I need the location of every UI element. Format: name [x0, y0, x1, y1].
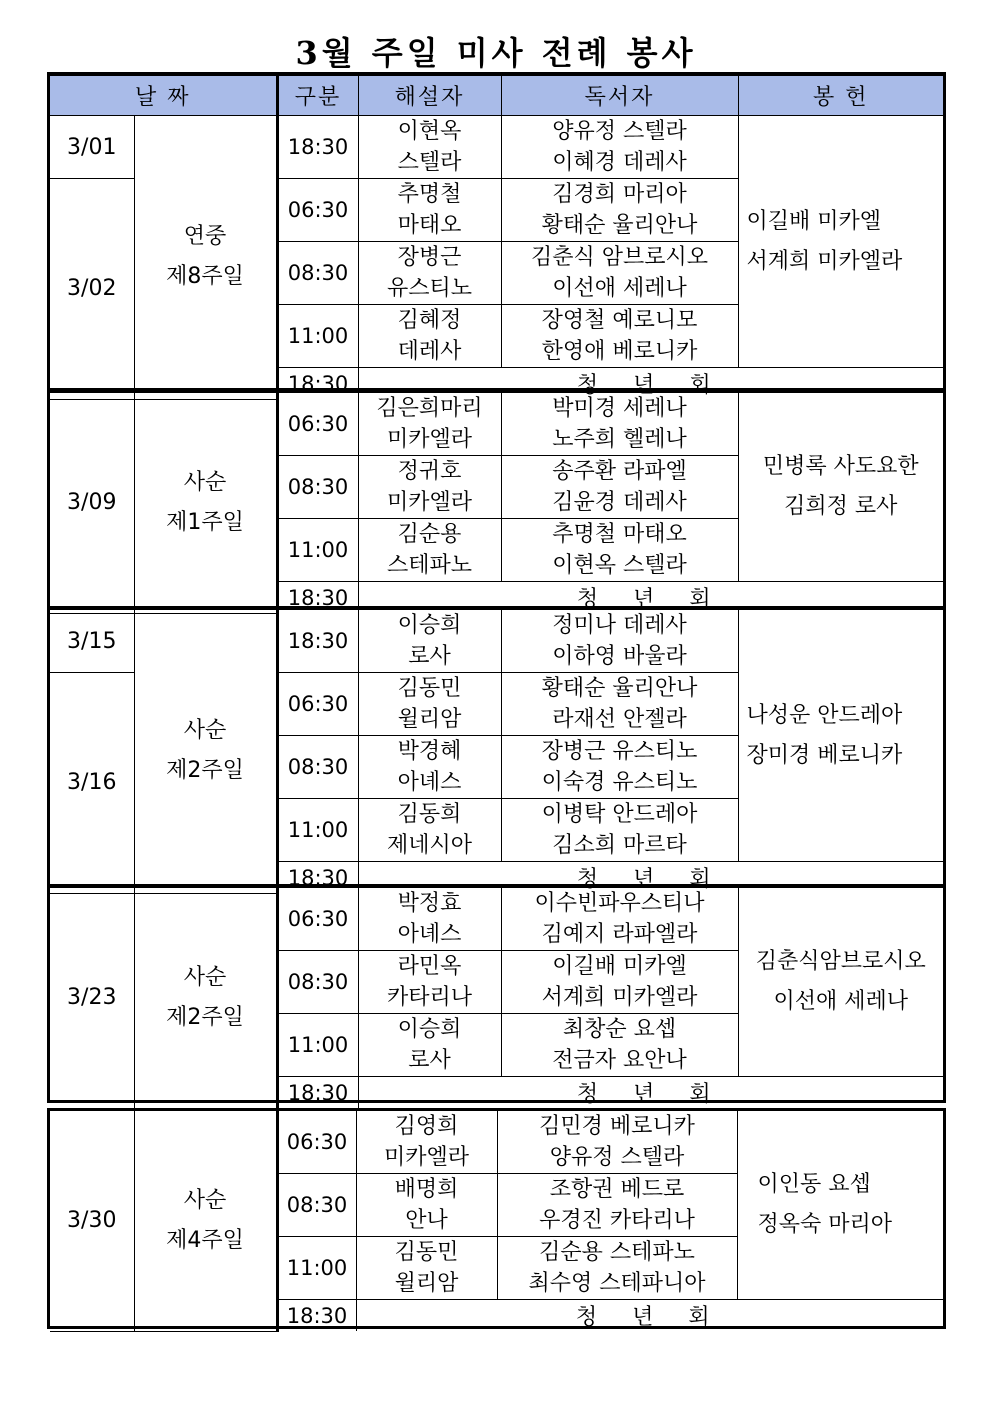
mass-time: 08:30 — [277, 736, 358, 799]
lector-cell: 이병탁 안드레아 김소희 마르타 — [501, 799, 738, 862]
week-block-5 — [47, 1108, 946, 1329]
commentator-cell: 장병근 유스티노 — [358, 242, 501, 305]
mass-time: 08:30 — [277, 951, 358, 1014]
commentator-cell: 이승희 로사 — [358, 610, 501, 673]
lector-cell: 양유정 스텔라 이혜경 데레사 — [501, 116, 738, 179]
commentator-cell: 김동희 제네시아 — [358, 799, 501, 862]
lector-cell: 이길배 미카엘 서계희 미카엘라 — [501, 951, 738, 1014]
mass-time: 11:00 — [277, 1014, 358, 1077]
commentator-cell: 박경혜 아녜스 — [358, 736, 501, 799]
liturgical-week: 사순 제4주일 — [134, 1111, 277, 1331]
sunday-date: 3/30 — [50, 1111, 134, 1331]
lector-cell: 최창순 요셉 전금자 요안나 — [501, 1014, 738, 1077]
commentator-cell: 추명철 마태오 — [358, 179, 501, 242]
lector-cell: 장병근 유스티노 이숙경 유스티노 — [501, 736, 738, 799]
sunday-date: 3/09 — [50, 393, 134, 613]
commentator-cell: 김혜정 데레사 — [358, 305, 501, 368]
liturgical-week: 사순 제2주일 — [134, 888, 277, 1108]
mass-time: 08:30 — [277, 456, 358, 519]
mass-time: 06:30 — [277, 673, 358, 736]
mass-time: 18:30 — [277, 610, 358, 673]
lector-cell: 김순용 스테파노 최수영 스테파니아 — [497, 1237, 737, 1300]
liturgical-week: 사순 제1주일 — [134, 393, 277, 613]
week-block-2 — [47, 390, 946, 612]
lector-cell: 조항권 베드로 우경진 카타리나 — [497, 1174, 737, 1237]
week-block-4 — [47, 885, 946, 1107]
mass-time: 06:30 — [277, 393, 358, 456]
offering-cell: 이인동 요셉 정옥숙 마리아 — [737, 1111, 943, 1300]
mass-time: 18:30 — [277, 1077, 358, 1109]
commentator-cell: 김순용 스테파노 — [358, 519, 501, 582]
offering-cell: 나성운 안드레아 장미경 베로니카 — [738, 610, 943, 862]
youth-group-cell: 청 년 회 — [358, 582, 943, 614]
sunday-date: 3/23 — [50, 888, 134, 1108]
mass-time: 18:30 — [277, 862, 358, 894]
commentator-cell: 김은희마리 미카엘라 — [358, 393, 501, 456]
lector-cell: 이수빈파우스티나 김예지 라파엘라 — [501, 888, 738, 951]
lector-cell: 황태순 율리안나 라재선 안젤라 — [501, 673, 738, 736]
youth-group-cell: 청 년 회 — [358, 1077, 943, 1109]
mass-time: 11:00 — [277, 1237, 356, 1300]
header-date: 날 짜 — [50, 76, 277, 116]
commentator-cell: 정귀호 미카엘라 — [358, 456, 501, 519]
saturday-date: 3/01 — [50, 116, 134, 179]
mass-time: 18:30 — [277, 116, 358, 179]
mass-time: 11:00 — [277, 519, 358, 582]
lector-cell: 송주환 라파엘 김윤경 데레사 — [501, 456, 738, 519]
week-block-3 — [47, 607, 946, 892]
header-lector: 독서자 — [501, 76, 738, 116]
lector-cell: 박미경 세레나 노주희 헬레나 — [501, 393, 738, 456]
youth-group-cell: 청 년 회 — [356, 1300, 943, 1332]
mass-time: 18:30 — [277, 1300, 356, 1332]
header-offering: 봉 헌 — [738, 76, 943, 116]
commentator-cell: 김동민 윌리암 — [358, 673, 501, 736]
youth-group-cell: 청 년 회 — [358, 368, 943, 400]
lector-cell: 김경희 마리아 황태순 율리안나 — [501, 179, 738, 242]
mass-time: 18:30 — [277, 368, 358, 400]
header-type: 구분 — [277, 76, 358, 116]
offering-cell: 이길배 미카엘 서계희 미카엘라 — [738, 116, 943, 368]
youth-group-cell: 청 년 회 — [358, 862, 943, 894]
liturgical-week: 사순 제2주일 — [134, 610, 277, 893]
commentator-cell: 김영희 미카엘라 — [356, 1111, 497, 1174]
offering-cell: 민병록 사도요한 김희정 로사 — [738, 393, 943, 582]
commentator-cell: 이승희 로사 — [358, 1014, 501, 1077]
commentator-cell: 김동민 윌리암 — [356, 1237, 497, 1300]
page-title: 3월 주일 미사 전례 봉사 — [295, 34, 697, 72]
mass-time: 18:30 — [277, 582, 358, 614]
commentator-cell: 라민옥 카타리나 — [358, 951, 501, 1014]
offering-cell: 김춘식암브로시오 이선애 세레나 — [738, 888, 943, 1077]
lector-cell: 김춘식 암브로시오 이선애 세레나 — [501, 242, 738, 305]
mass-time: 08:30 — [277, 242, 358, 305]
mass-time: 11:00 — [277, 799, 358, 862]
sunday-date: 3/16 — [50, 673, 134, 894]
commentator-cell: 이현옥 스텔라 — [358, 116, 501, 179]
mass-time: 08:30 — [277, 1174, 356, 1237]
commentator-cell: 배명희 안나 — [356, 1174, 497, 1237]
commentator-cell: 박정효 아녜스 — [358, 888, 501, 951]
lector-cell: 김민경 베로니카 양유정 스텔라 — [497, 1111, 737, 1174]
mass-time: 06:30 — [277, 1111, 356, 1174]
mass-time: 06:30 — [277, 179, 358, 242]
mass-time: 06:30 — [277, 888, 358, 951]
lector-cell: 장영철 예로니모 한영애 베로니카 — [501, 305, 738, 368]
sunday-date: 3/02 — [50, 179, 134, 400]
week-block-1 — [47, 72, 946, 398]
liturgical-week: 연중 제8주일 — [134, 116, 277, 400]
saturday-date: 3/15 — [50, 610, 134, 673]
mass-time: 11:00 — [277, 305, 358, 368]
lector-cell: 추명철 마태오 이현옥 스텔라 — [501, 519, 738, 582]
header-commentator: 해설자 — [358, 76, 501, 116]
lector-cell: 정미나 데레사 이하영 바울라 — [501, 610, 738, 673]
